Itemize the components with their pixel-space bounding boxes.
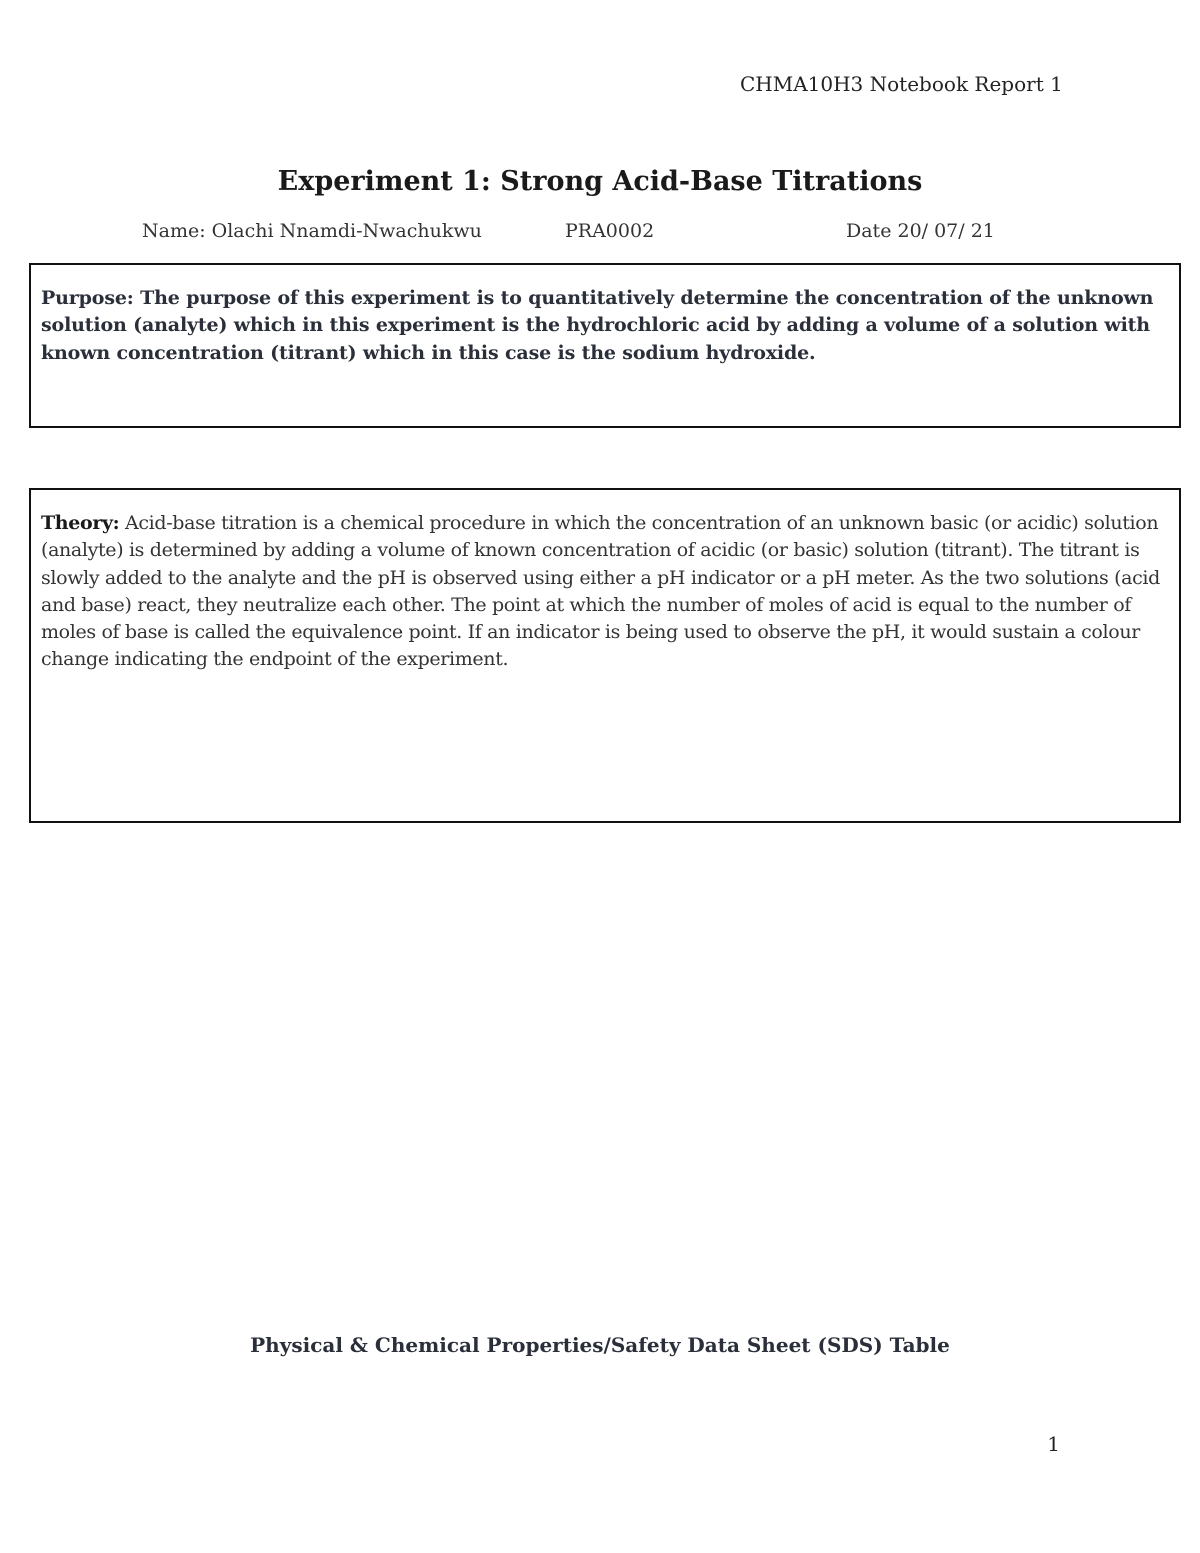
info-row bbox=[0, 220, 1200, 248]
sds-table-title: Physical & Chemical Properties/Safety Data Sheet (SDS) Table bbox=[250, 1333, 950, 1357]
report-date: Date 20/ 07/ 21 bbox=[846, 220, 995, 242]
page-number: 1 bbox=[1047, 1432, 1060, 1456]
purpose-text: Purpose: The purpose of this experiment is to quantitatively determine the concentration of the unknown solution (analyte) which in this experiment is the hydrochloric acid by adding a volume of a solution with known concentration (titrant) which in this case is the sodium hydroxide. bbox=[41, 287, 1154, 364]
student-name: Name: Olachi Nnamdi-Nwachukwu bbox=[142, 220, 482, 242]
student-id: PRA0002 bbox=[565, 220, 655, 242]
page-header: CHMA10H3 Notebook Report 1 bbox=[740, 72, 1063, 96]
document-title: Experiment 1: Strong Acid-Base Titrations bbox=[277, 166, 923, 197]
theory-label: Theory: bbox=[41, 512, 120, 534]
theory-text: Acid-base titration is a chemical procedure in which the concentration of an unknown basic (or acidic) solution (analyte) is determined by adding a volume of known concentration of acidic (or basic) solution (titrant). The titrant is slowly added to the analyte and the pH is observed using either a pH indicator or a pH meter. As the two solutions (acid and base) react, they neutralize each other. The point at which the number of moles of acid is equal to the number of moles of base is called the equivalence point. If an indicator is being used to observe the pH, it would sustain a colour change indicating the endpoint of the experiment. bbox=[41, 512, 1160, 671]
theory-box bbox=[29, 488, 1181, 823]
purpose-box bbox=[29, 263, 1181, 428]
